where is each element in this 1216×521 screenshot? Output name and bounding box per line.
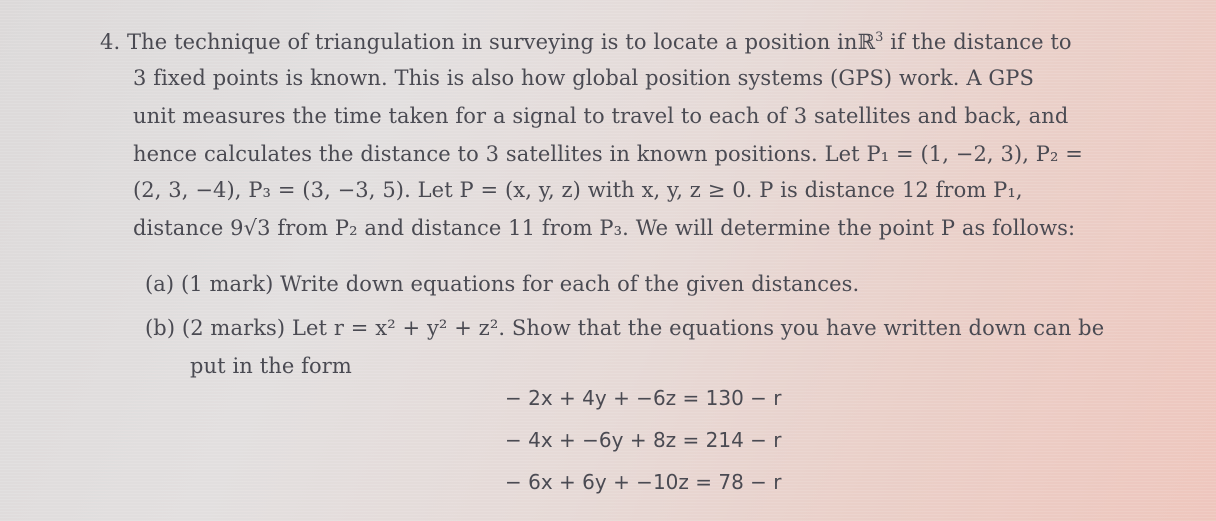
problem-line-1: 4. The technique of triangulation in surveying is to locate a position inℝ$^3$ if the distance to [100,30,1072,54]
equation-3: − 6x + 6y + −10z = 78 − r [505,470,782,494]
problem-line-4: hence calculates the distance to 3 satellites in known positions. Let P₁ = (1, −2, 3), P₂ = [133,142,1083,166]
problem-line-2: 3 fixed points is known. This is also how global position systems (GPS) work. A GPS [133,66,1034,90]
part-b-line-1: (b) (2 marks) Let r = x² + y² + z². Show that the equations you have written down can be [145,316,1105,340]
problem-line-3: unit measures the time taken for a signal to travel to each of 3 satellites and back, and [133,104,1069,128]
problem-line-6: distance 9√3 from P₂ and distance 11 from P₃. We will determine the point P as follows: [133,216,1076,240]
equation-1: − 2x + 4y + −6z = 130 − r [505,386,782,410]
problem-number: 4. [100,30,121,54]
problem-line-5: (2, 3, −4), P₃ = (3, −3, 5). Let P = (x, y, z) with x, y, z ≥ 0. P is distance 12 from P₁, [133,178,1023,202]
part-b-line-2: put in the form [190,354,352,378]
part-a-text: (a) (1 mark) Write down equations for each of the given distances. [145,272,860,296]
equation-2: − 4x + −6y + 8z = 214 − r [505,428,782,452]
